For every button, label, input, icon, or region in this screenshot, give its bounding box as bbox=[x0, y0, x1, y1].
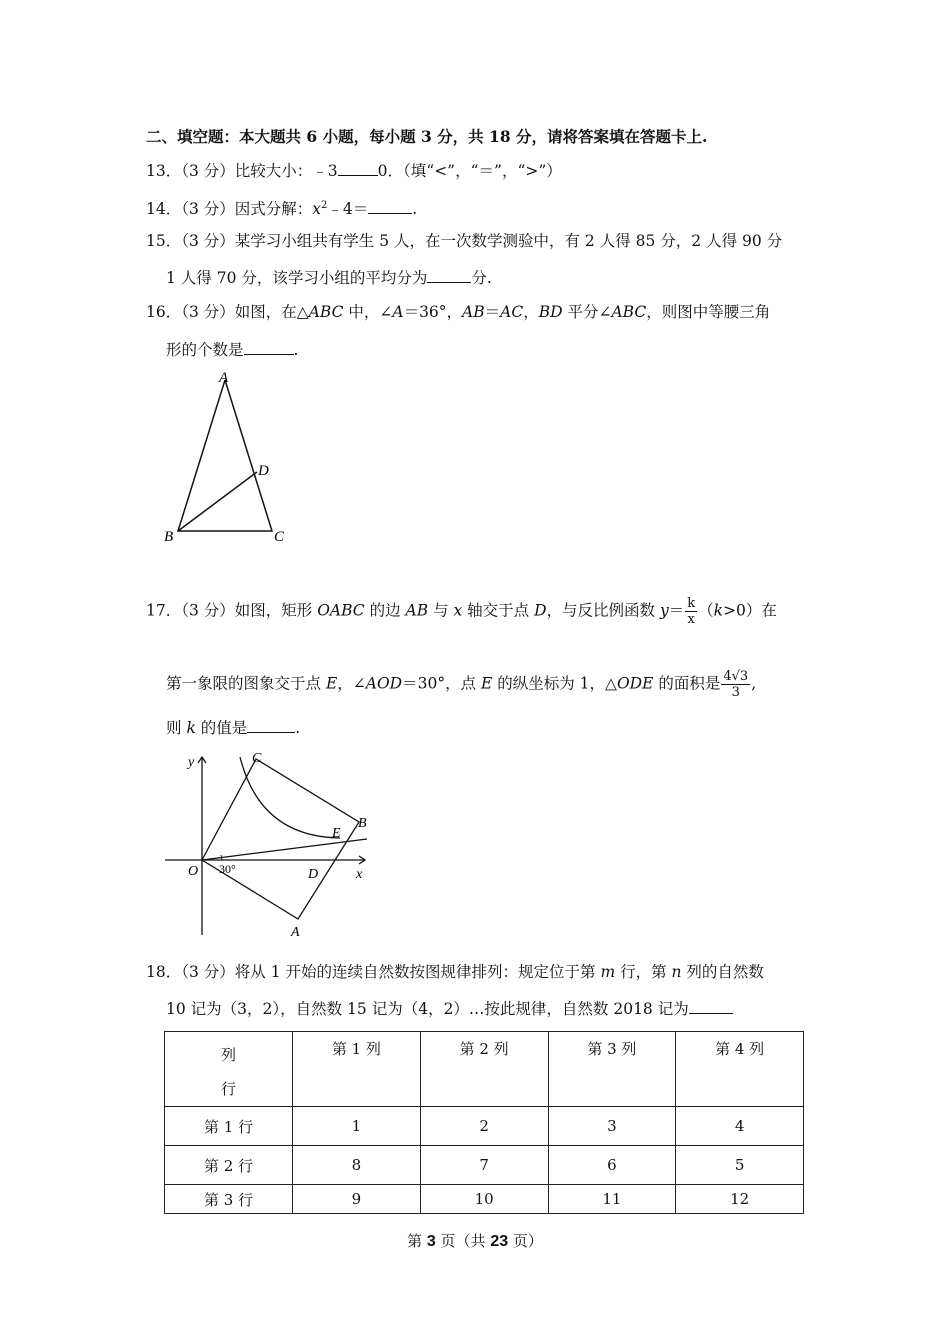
segment-bd bbox=[178, 472, 257, 531]
table-cell: 8 bbox=[293, 1146, 421, 1185]
column-header: 第 2 列 bbox=[420, 1032, 548, 1107]
question-score: （3 分） bbox=[181, 200, 235, 219]
question-15: 15．（3 分）某学习小组共有学生 5 人，在一次数学测验中，有 2 人得 85 分，2 人得 90 分 bbox=[146, 232, 783, 250]
question-number: 13． bbox=[146, 162, 182, 180]
label-d: D bbox=[308, 867, 319, 882]
row-header: 第 3 行 bbox=[165, 1185, 293, 1214]
column-header: 第 3 列 bbox=[548, 1032, 676, 1107]
number-pattern-table bbox=[164, 1031, 804, 1214]
answer-blank bbox=[368, 199, 412, 214]
table-row bbox=[165, 1107, 804, 1146]
label-b: B bbox=[358, 816, 367, 831]
question-number: 18． bbox=[146, 963, 182, 981]
table-cell: 2 bbox=[420, 1107, 548, 1146]
table-cell: 7 bbox=[420, 1146, 548, 1185]
table-cell: 12 bbox=[676, 1185, 804, 1214]
question-score: （3 分） bbox=[181, 232, 235, 250]
table-cell: 5 bbox=[676, 1146, 804, 1185]
label-b: B bbox=[164, 529, 174, 545]
question-score: （3 分） bbox=[181, 601, 235, 620]
fraction-area: $\frac{4√3}{3}$ bbox=[723, 669, 749, 700]
question-16: 16．（3 分）如图，在△ABC 中，∠A＝36°，AB＝AC，BD 平分∠ABC，则图中等腰三角 bbox=[146, 303, 771, 321]
row-header: 第 2 行 bbox=[165, 1146, 293, 1185]
question-score: （3 分） bbox=[181, 963, 235, 981]
table-cell: 6 bbox=[548, 1146, 676, 1185]
question-13: 13．（3 分）比较大小：﹣3 0．（填“<”，“＝”，“>”） bbox=[146, 162, 562, 180]
answer-blank bbox=[338, 161, 378, 176]
question-17-line3: 则 k 的值是 . bbox=[166, 719, 301, 737]
question-score: （3 分） bbox=[181, 303, 235, 321]
label-a: A bbox=[291, 925, 300, 940]
column-header: 第 4 列 bbox=[676, 1032, 804, 1107]
question-number: 16． bbox=[146, 303, 182, 321]
triangle-abc bbox=[178, 380, 272, 531]
corner-cell: 列 行 bbox=[165, 1032, 293, 1107]
question-16-line2: 形的个数是 . bbox=[166, 341, 299, 359]
row-header: 第 1 行 bbox=[165, 1107, 293, 1146]
table-row bbox=[165, 1146, 804, 1185]
label-d: D bbox=[258, 463, 269, 479]
hyperbola-curve bbox=[240, 757, 340, 838]
label-c: C bbox=[274, 529, 285, 545]
question-18: 18．（3 分）将从 1 开始的连续自然数按图规律排列：规定位于第 m 行，第 n 列的自然数 bbox=[146, 963, 764, 981]
answer-blank bbox=[689, 999, 733, 1014]
column-header: 第 1 列 bbox=[293, 1032, 421, 1107]
rectangle-hyperbola-figure bbox=[160, 745, 375, 940]
page-number: 3 bbox=[426, 1233, 436, 1250]
section-heading: 二、填空题：本大题共 6 小题，每小题 3 分，共 18 分，请将答案填在答题卡上. bbox=[146, 127, 708, 146]
page-total: 23 bbox=[490, 1233, 509, 1250]
table-cell: 10 bbox=[420, 1185, 548, 1214]
fraction-k-over-x: $\frac{k}{x}$ bbox=[687, 596, 696, 627]
question-18-line2: 10 记为（3，2），自然数 15 记为（4，2）…按此规律，自然数 2018 记为 bbox=[166, 999, 733, 1019]
angle-label: 30° bbox=[219, 862, 236, 876]
label-c: C bbox=[252, 751, 262, 766]
table-cell: 9 bbox=[293, 1185, 421, 1214]
table-header-row bbox=[165, 1032, 804, 1107]
question-number: 15． bbox=[146, 232, 182, 250]
question-17-line2: 第一象限的图象交于点 E，∠AOD＝30°，点 E 的纵坐标为 1，△ODE 的面积是 $\frac{4√3}{3}$ , bbox=[166, 669, 757, 700]
answer-blank bbox=[427, 268, 471, 283]
question-number: 17． bbox=[146, 601, 182, 620]
label-y: y bbox=[188, 755, 195, 770]
triangle-figure bbox=[150, 365, 300, 550]
answer-blank bbox=[244, 340, 294, 355]
label-x: x bbox=[356, 867, 363, 882]
answer-blank bbox=[247, 718, 295, 733]
label-a: A bbox=[219, 370, 229, 386]
table-cell: 3 bbox=[548, 1107, 676, 1146]
page-footer: 第 3 页（共 23 页） bbox=[407, 1232, 543, 1250]
table-cell: 11 bbox=[548, 1185, 676, 1214]
question-score: （3 分） bbox=[181, 162, 235, 180]
question-14: 14．（3 分）因式分解：$x^2﹣4=$ . bbox=[146, 200, 418, 219]
question-number: 14． bbox=[146, 200, 182, 219]
label-o: O bbox=[188, 864, 199, 879]
label-e: E bbox=[332, 826, 341, 841]
table-row bbox=[165, 1185, 804, 1214]
table-cell: 4 bbox=[676, 1107, 804, 1146]
table-cell: 1 bbox=[293, 1107, 421, 1146]
question-17: 17．（3 分）如图，矩形 OABC 的边 AB 与 x 轴交于点 D，与反比例函数 y＝ $\frac{k}{x}$ （k>0）在 bbox=[146, 596, 777, 627]
question-15-line2: 1 人得 70 分，该学习小组的平均分为 分. bbox=[166, 269, 492, 287]
